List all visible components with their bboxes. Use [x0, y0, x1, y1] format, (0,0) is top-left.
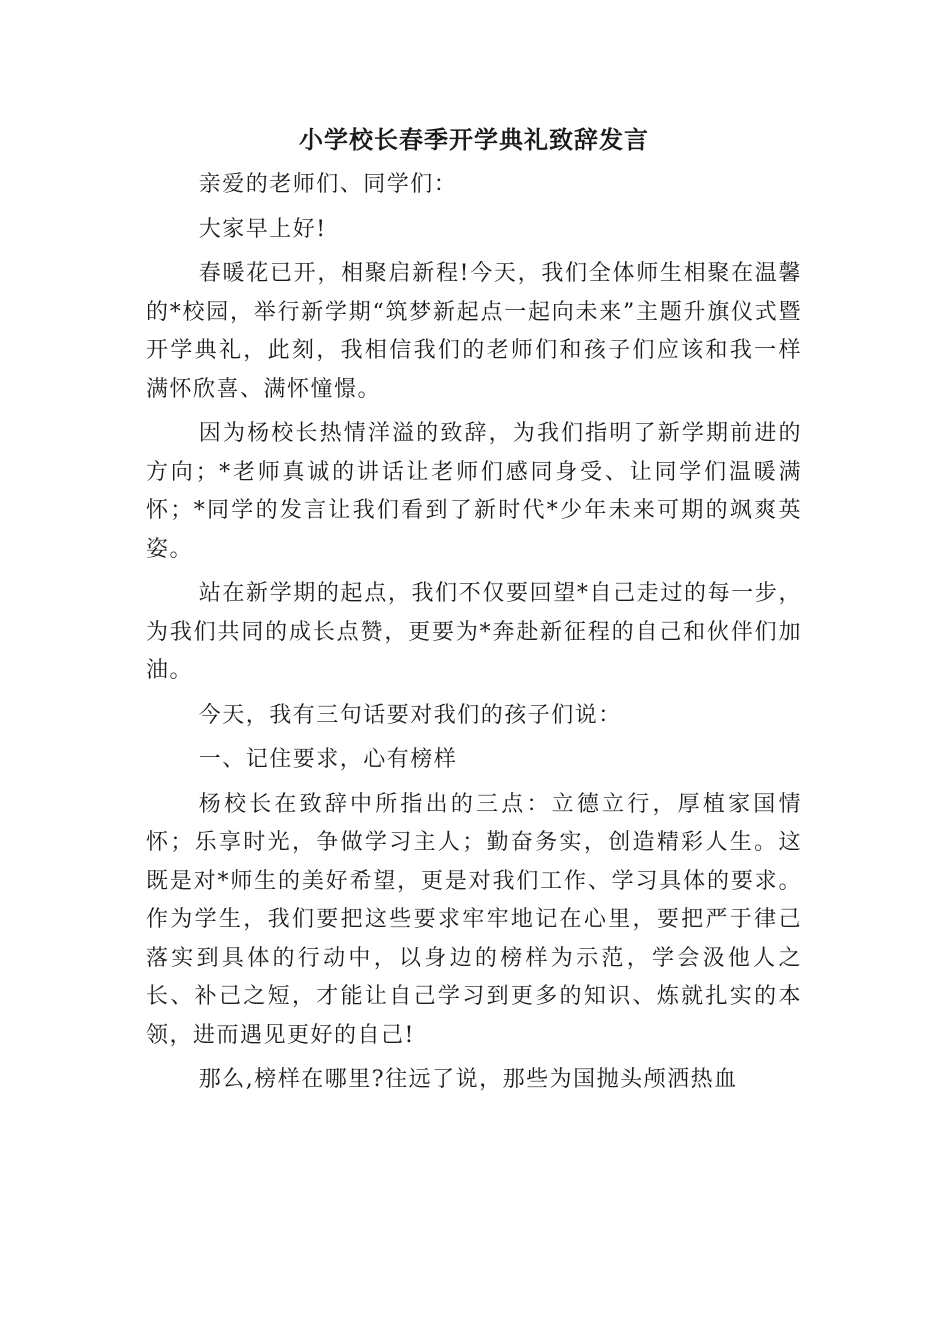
salutation: 亲爱的老师们、同学们： — [198, 172, 458, 197]
paragraph-three-messages: 今天，我有三句话要对我们的孩子们说： — [198, 702, 622, 728]
section-heading-1: 一、记住要求，心有榜样 — [198, 747, 458, 772]
paragraph-thanks: 因为杨校长热情洋溢的致辞，为我们指明了新学期前进的方向；*老师真诚的讲话让老师们感同身受、让同学们温暖满怀；*同学的发言让我们看到了新时代*少年未来可期的飒爽英姿。 — [146, 421, 802, 562]
paragraph-role-models: 那么,榜样在哪里?往远了说，那些为国抛头颅洒热血 — [198, 1067, 738, 1092]
paragraph-opening: 春暖花已开，相聚启新程!今天，我们全体师生相聚在温馨的*校园，举行新学期“筑梦新起点一起向未来”主题升旗仪式暨开学典礼，此刻，我相信我们的老师们和孩子们应该和我一样满怀欣喜、满怀憧憬。 — [146, 261, 802, 402]
document-title: 小学校长春季开学典礼致辞发言 — [299, 125, 649, 154]
paragraph-new-start: 站在新学期的起点，我们不仅要回望*自己走过的每一步，为我们共同的成长点赞，更要为*奔赴新征程的自己和伙伴们加油。 — [146, 581, 802, 683]
paragraph-requirements: 杨校长在致辞中所指出的三点：立德立行，厚植家国情怀；乐享时光，争做学习主人；勤奋务实，创造精彩人生。这既是对*师生的美好希望，更是对我们工作、学习具体的要求。作为学生，我们要把这些要求牢牢地记在心里，要把严于律己落实到具体的行动中，以身边的榜样为示范，学会汲他人之长、补己之短，才能让自己学习到更多的知识、炼就扎实的本领，进而遇见更好的自己! — [146, 791, 802, 1048]
greeting: 大家早上好! — [198, 216, 327, 242]
document-body — [146, 118, 802, 1106]
